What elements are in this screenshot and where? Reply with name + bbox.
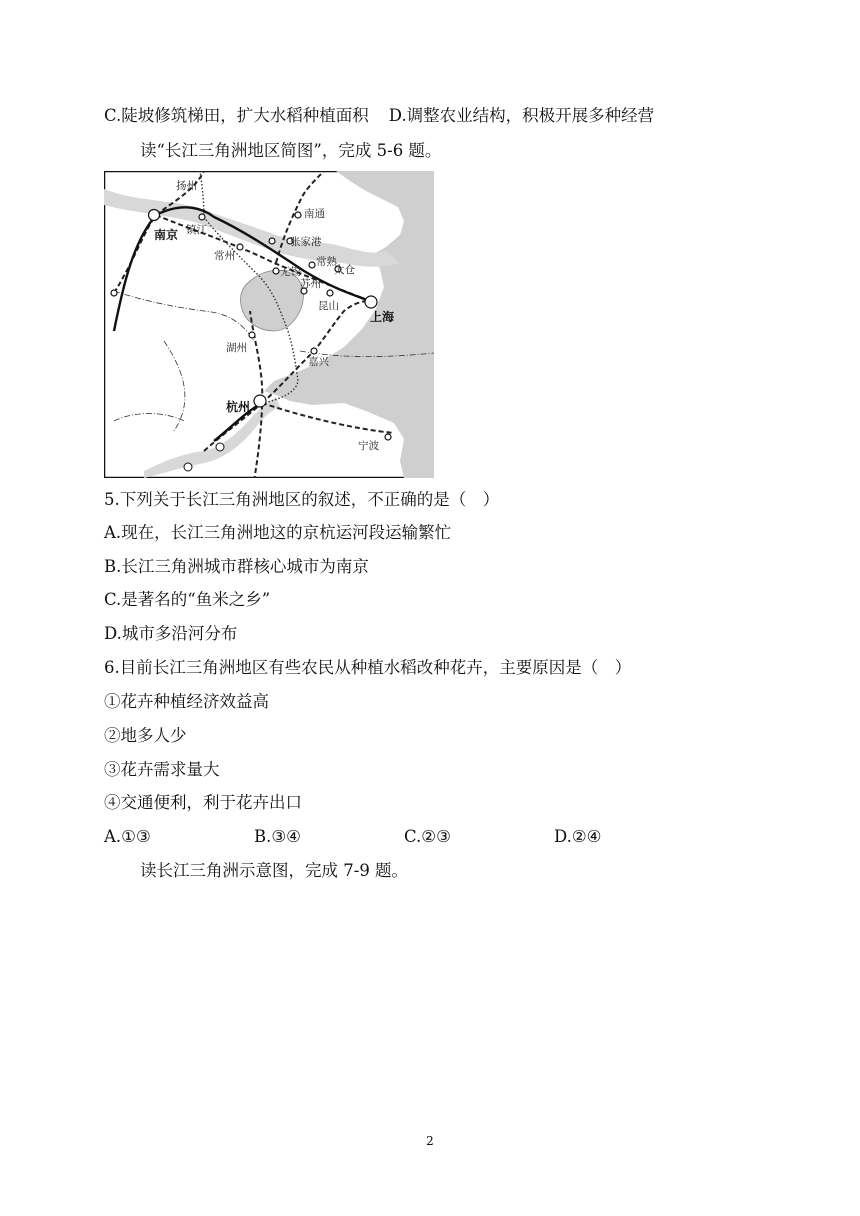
q6-option-c: C.②③	[404, 827, 451, 846]
q6-option-a: A.①③	[104, 827, 151, 846]
city-label-taicang: 太仓	[334, 264, 355, 276]
city-label-kunshan: 昆山	[318, 300, 339, 312]
city-label-ningbo: 宁波	[358, 440, 379, 452]
q5-option-b: B.长江三角洲城市群核心城市为南京	[104, 557, 369, 576]
q4-options-cd	[104, 105, 654, 127]
option-d: D.调整农业结构，积极开展多种经营	[388, 106, 655, 125]
q6-option-d: D.②④	[554, 827, 602, 846]
city-label-huzhou: 湖州	[226, 342, 247, 354]
q6-statement-4: ④交通便利，利于花卉出口	[104, 793, 302, 812]
city-label-zhangjiagang: 张家港	[290, 236, 322, 248]
q6-stem: 6.目前长江三角洲地区有些农民从种植水稻改种花卉，主要原因是（ ）	[104, 658, 632, 677]
q6-statement-2: ②地多人少	[104, 726, 187, 745]
city-label-hangzhou: 杭州	[226, 400, 251, 414]
intro-5-6: 读“长江三角洲地区简图”，完成 5-6 题。	[140, 141, 442, 160]
city-label-nanjing: 南京	[154, 228, 179, 242]
option-c: C.陡坡修筑梯田，扩大水稻种植面积	[104, 106, 369, 125]
q5-option-c: C.是著名的“鱼米之乡”	[104, 590, 271, 609]
city-label-shanghai: 上海	[370, 310, 395, 324]
city-label-jiaxing: 嘉兴	[308, 356, 329, 368]
q6-statement-1: ①花卉种植经济效益高	[104, 692, 269, 711]
city-label-wuxi: 无锡	[280, 266, 301, 278]
q5-option-a: A.现在，长江三角洲地这的京杭运河段运输繁忙	[104, 523, 452, 542]
intro-7-9: 读长江三角洲示意图，完成 7-9 题。	[140, 861, 409, 880]
city-label-yangzhou: 扬州	[176, 180, 197, 192]
q6-option-b: B.③④	[254, 827, 301, 846]
city-label-changshu: 常熟	[316, 256, 337, 268]
q5-option-d: D.城市多沿河分布	[104, 624, 238, 643]
city-label-zhenjiang: 镇江	[186, 224, 207, 236]
q6-statement-3: ③花卉需求量大	[104, 760, 220, 779]
city-label-suzhou: 苏州	[300, 278, 321, 290]
page-number: 2	[426, 1134, 434, 1148]
q5-stem: 5.下列关于长江三角洲地区的叙述，不正确的是（ ）	[104, 490, 500, 509]
city-label-changzhou: 常州	[214, 250, 235, 262]
yangtze-delta-map	[104, 171, 434, 478]
city-label-nantong: 南通	[304, 208, 325, 220]
